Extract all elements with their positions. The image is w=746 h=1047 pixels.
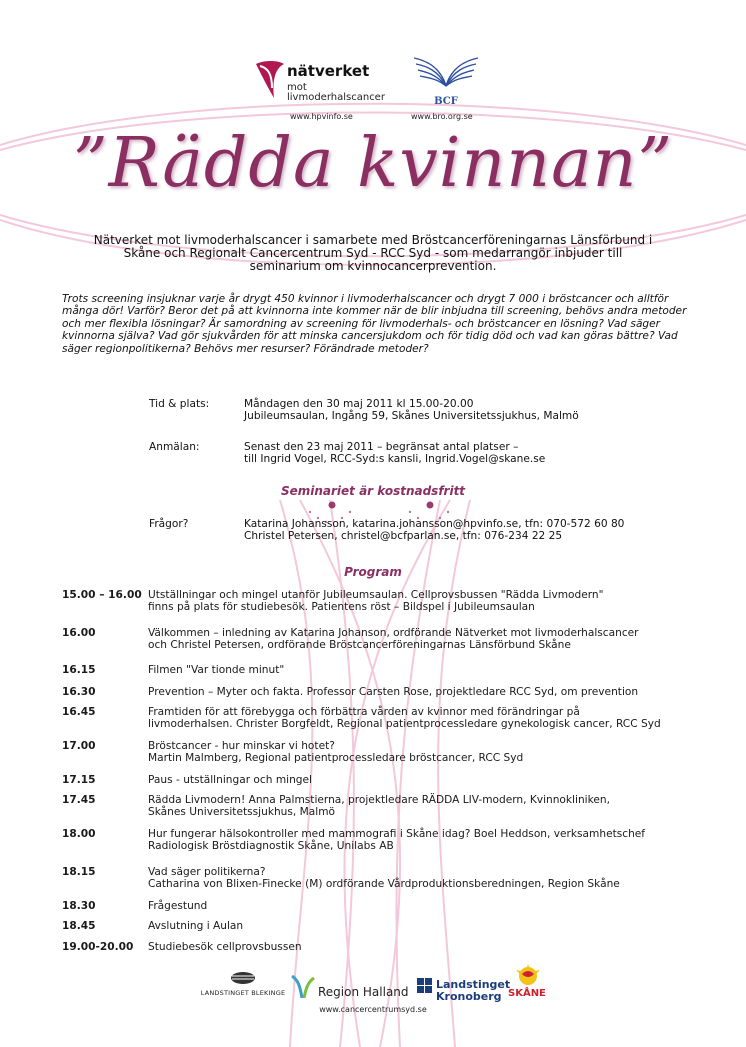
program-time: 16.15 <box>62 664 96 676</box>
program-desc-2: Martin Malmberg, Regional patientprocessledare bröstcancer, RCC Syd <box>148 752 524 765</box>
ribbon-logo-icon <box>254 58 286 108</box>
kronoberg-label-1: Landstinget <box>436 978 511 991</box>
cancercentrum-url[interactable]: www.cancercentrumsyd.se <box>319 1005 427 1014</box>
blekinge-label: LANDSTINGET BLEKINGE <box>200 989 286 997</box>
program-heading: Program <box>344 565 402 579</box>
program-desc-1: Vad säger politikerna? <box>148 866 266 878</box>
sponsor-footer <box>0 962 746 1022</box>
program-desc-1: Frågestund <box>148 900 208 912</box>
program-time: 18.00 <box>62 828 96 840</box>
program-time: 17.45 <box>62 794 96 806</box>
program-desc-1: Framtiden för att förebygga och förbättra vården av kvinnor med förändringar på <box>148 706 580 718</box>
program-desc-2: Skånes Universitetssjukhus, Malmö <box>148 806 336 819</box>
program-desc-1: Avslutning i Aulan <box>148 920 244 932</box>
program-desc-1: Prevention – Myter och fakta. Professor Carsten Rose, projektledare RCC Syd, om prevention <box>148 686 639 698</box>
program-time: 15.00 – 16.00 <box>62 589 142 601</box>
wings-logo-icon <box>410 56 482 108</box>
program-desc-1: Bröstcancer - hur minskar vi hotet? <box>148 740 335 752</box>
program-time: 16.45 <box>62 706 96 718</box>
program-time: 16.00 <box>62 627 96 639</box>
program-time: 16.30 <box>62 686 96 698</box>
program-desc-1: Utställningar och mingel utanför Jubileumsaulan. Cellprovsbussen "Rädda Livmodern" <box>148 589 604 601</box>
griffin-emblem-icon <box>508 962 548 988</box>
program-desc-2: och Christel Petersen, ordförande Bröstcancerföreningarnas Länsförbund Skåne <box>148 639 571 652</box>
program-desc-1: Paus - utställningar och mingel <box>148 774 312 786</box>
intro-text: Nätverket mot livmoderhalscancer i samarbete med Bröstcancerföreningarnas Länsförbund i Skåne och Regionalt Cancercentrum Syd - RCC Syd - som medarrangör inbjuder till seminarium om kvinnocancerprevention. <box>93 233 653 273</box>
bcf-badge: BCF <box>434 96 458 107</box>
program-time: 18.15 <box>62 866 96 878</box>
bro-url[interactable]: www.bro.org.se <box>411 112 473 121</box>
blekinge-emblem-icon <box>229 971 257 985</box>
program-desc-1: Rädda Livmodern! Anna Palmstierna, projektledare RÄDDA LIV-modern, Kvinnokliniken, <box>148 794 610 806</box>
program-time: 17.15 <box>62 774 96 786</box>
registration-line-1: Senast den 23 maj 2011 – begränsat antal platser – <box>244 441 519 453</box>
program-desc-1: Välkommen – inledning av Katarina Johanson, ordförande Nätverket mot livmoderhalscancer <box>148 627 639 639</box>
blekinge-logo <box>198 970 288 997</box>
free-heading: Seminariet är kostnadsfritt <box>280 484 466 498</box>
natverket-logo <box>254 58 414 108</box>
halland-emblem-icon <box>288 972 318 1002</box>
page-title: ”Rädda kvinnan” <box>72 124 674 203</box>
program-desc-1: Hur fungerar hälsokontroller med mammografi i Skåne idag? Boel Heddson, verksamhetschef <box>148 828 646 840</box>
natverket-title: nätverket <box>287 62 370 80</box>
program-time: 19.00-20.00 <box>62 941 134 953</box>
program-desc-1: Filmen "Var tionde minut" <box>148 664 285 676</box>
registration-line-2: till Ingrid Vogel, RCC-Syd:s kansli, Ingrid.Vogel@skane.se <box>244 453 546 466</box>
time-line-2: Jubileumsaulan, Ingång 59, Skånes Universitetssjukhus, Malmö <box>244 410 579 423</box>
program-desc-2: finns på plats för studiebesök. Patientens röst – Bildspel i Jubileumsaulan <box>148 601 535 614</box>
skane-logo <box>506 962 550 999</box>
kronoberg-emblem-icon <box>416 972 434 1000</box>
natverket-sub-cancer: livmoderhalscancer <box>287 92 385 103</box>
time-label: Tid & plats: <box>149 398 210 410</box>
questions-label: Frågor? <box>149 518 189 530</box>
registration-label: Anmälan: <box>149 441 200 453</box>
program-desc-2: Radiologisk Bröstdiagnostik Skåne, Unilabs AB <box>148 840 394 853</box>
time-line-1: Måndagen den 30 maj 2011 kl 15.00-20.00 <box>244 398 474 410</box>
lead-paragraph: Trots screening insjuknar varje år drygt 450 kvinnor i livmoderhalscancer och drygt 7 000 i bröstcancer och alltför många dör! Varför? Beror det på att kvinnorna inte kommer när de blir inbjudna till screening, behövs andra metoder och mer flexibla lösningar? Är samordning av screening för livmoderhals- och bröstcancer en lösning? Vad säger kvinnorna själva? Vad gör sjukvården för att minska cancersjukdom och för tidig död och vad kan göras bättre? Vad säger regionpolitikerna? Behövs mer resurser? Förändrade metoder? <box>62 293 687 355</box>
questions-line-2[interactable]: Christel Petersen, christel@bcfparlan.se, tfn: 076-234 22 25 <box>244 530 563 543</box>
program-time: 18.45 <box>62 920 96 932</box>
program-desc-1: Studiebesök cellprovsbussen <box>148 941 302 953</box>
hpvinfo-url[interactable]: www.hpvinfo.se <box>290 112 353 121</box>
questions-line-1[interactable]: Katarina Johansson, katarina.johansson@hpvinfo.se, tfn: 070-572 60 80 <box>244 518 625 530</box>
kronoberg-label-2: Kronoberg <box>436 990 502 1003</box>
bcf-logo <box>410 56 482 108</box>
skane-label: SKÅNE <box>508 988 546 999</box>
program-desc-2: livmoderhalsen. Christer Borgfeldt, Regional patientprocessledare gynekologisk cancer, RCC Syd <box>148 718 661 731</box>
natverket-sub-mot: mot <box>287 82 307 93</box>
kronoberg-logo <box>416 972 511 1004</box>
halland-label: Region Halland <box>318 985 409 999</box>
program-desc-2: Catharina von Blixen-Finecke (M) ordförande Vårdproduktionsberedningen, Region Skåne <box>148 878 620 891</box>
program-time: 18.30 <box>62 900 96 912</box>
program-time: 17.00 <box>62 740 96 752</box>
halland-logo <box>288 972 409 1006</box>
